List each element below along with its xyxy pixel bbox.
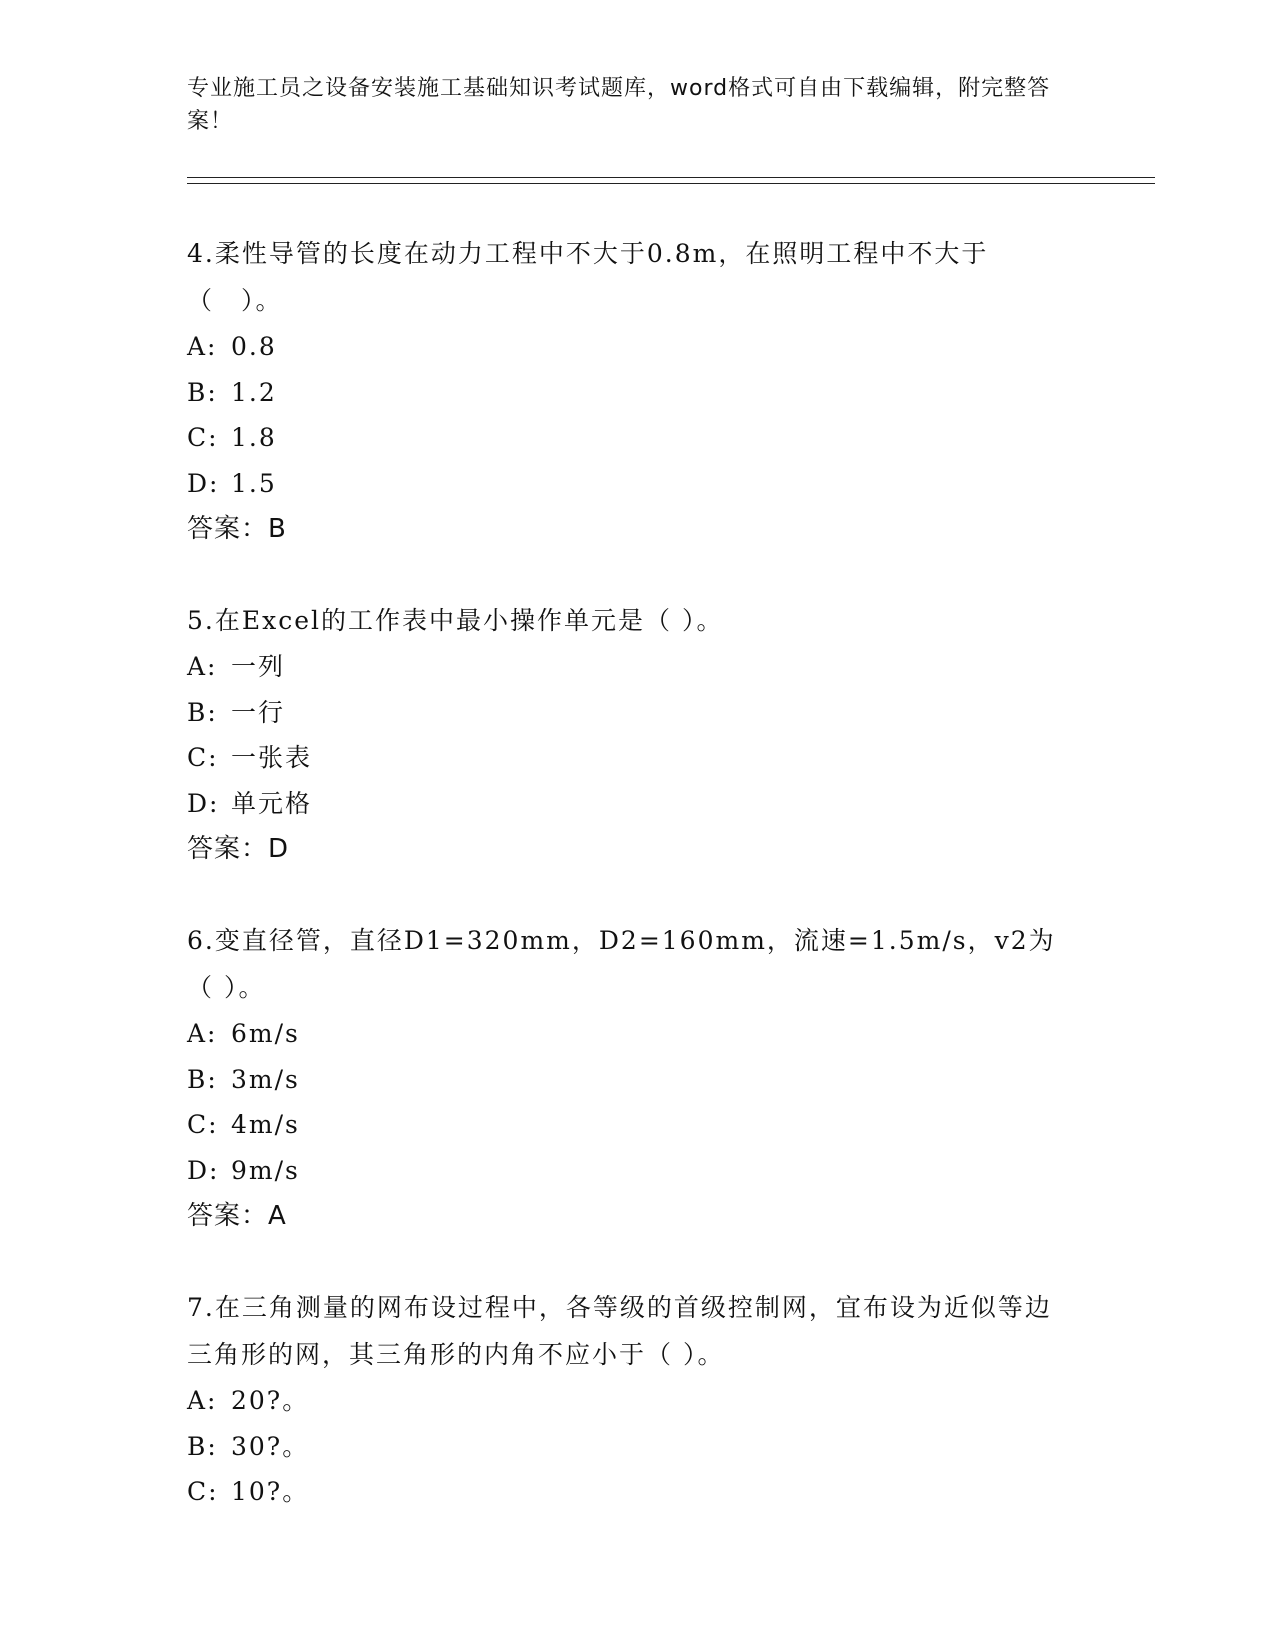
option-key: A: — [187, 1019, 218, 1048]
option-key: D: — [187, 788, 220, 818]
header-rule-bottom — [187, 183, 1155, 184]
answer-line: 答案：D — [187, 834, 290, 864]
option-key: B: — [187, 697, 218, 727]
option-text: 一张表 — [231, 743, 313, 772]
question-item — [187, 597, 1087, 872]
option-a — [187, 1011, 1087, 1057]
question-item — [187, 230, 1087, 552]
option-text: 单元格 — [231, 788, 313, 818]
option-b — [187, 1057, 1087, 1103]
option-c — [187, 1102, 1087, 1148]
question-item — [187, 1284, 1087, 1515]
option-text: 1.5 — [231, 468, 277, 498]
question-stem: 4.柔性导管的长度在动力工程中不大于0.8m，在照明工程中不大于（ ）。 — [187, 239, 989, 315]
option-text: 6m/s — [231, 1019, 300, 1048]
header-rule-top — [187, 177, 1155, 178]
option-text: 4m/s — [231, 1110, 300, 1139]
option-text: 1.2 — [231, 377, 277, 407]
option-key: B: — [187, 377, 218, 407]
option-d — [187, 461, 1087, 507]
option-text: 1.8 — [231, 423, 277, 452]
option-c — [187, 1469, 1087, 1515]
option-key: C: — [187, 743, 219, 772]
option-key: B: — [187, 1064, 218, 1094]
document-header: 专业施工员之设备安装施工基础知识考试题库，word格式可自由下载编辑，附完整答案！ — [187, 76, 1051, 134]
option-text: 10?。 — [231, 1477, 310, 1506]
option-key: B: — [187, 1431, 218, 1461]
option-text: 一列 — [231, 652, 286, 681]
option-key: C: — [187, 1477, 219, 1506]
option-text: 3m/s — [231, 1064, 300, 1094]
option-text: 一行 — [231, 697, 286, 727]
option-b — [187, 370, 1087, 416]
question-spacer — [187, 1239, 1087, 1284]
question-item — [187, 917, 1087, 1239]
option-text: 20?。 — [231, 1386, 310, 1415]
question-stem: 7.在三角测量的网布设过程中，各等级的首级控制网，宜布设为近似等边三角形的网，其三角形的内角不应小于（ ）。 — [187, 1293, 1052, 1369]
option-key: C: — [187, 423, 219, 452]
option-d — [187, 1148, 1087, 1194]
answer-line: 答案：B — [187, 514, 287, 544]
question-stem: 5.在Excel的工作表中最小操作单元是（ ）。 — [187, 606, 724, 635]
option-a — [187, 1378, 1087, 1424]
option-key: D: — [187, 1155, 220, 1185]
option-a — [187, 324, 1087, 370]
option-key: A: — [187, 332, 218, 361]
option-key: A: — [187, 1386, 218, 1415]
question-spacer — [187, 872, 1087, 917]
option-key: C: — [187, 1110, 219, 1139]
option-b — [187, 690, 1087, 736]
option-c — [187, 415, 1087, 461]
option-text: 0.8 — [231, 332, 277, 361]
option-c — [187, 735, 1087, 781]
option-a — [187, 644, 1087, 690]
question-list — [187, 230, 1087, 1515]
option-d — [187, 781, 1087, 827]
option-text: 9m/s — [231, 1155, 300, 1185]
option-text: 30?。 — [231, 1431, 310, 1461]
option-b — [187, 1424, 1087, 1470]
answer-line: 答案：A — [187, 1201, 287, 1231]
question-stem: 6.变直径管，直径D1=320mm，D2=160mm，流速=1.5m/s，v2为（ ）。 — [187, 926, 1056, 1002]
option-key: D: — [187, 468, 220, 498]
question-spacer — [187, 552, 1087, 597]
option-key: A: — [187, 652, 218, 681]
